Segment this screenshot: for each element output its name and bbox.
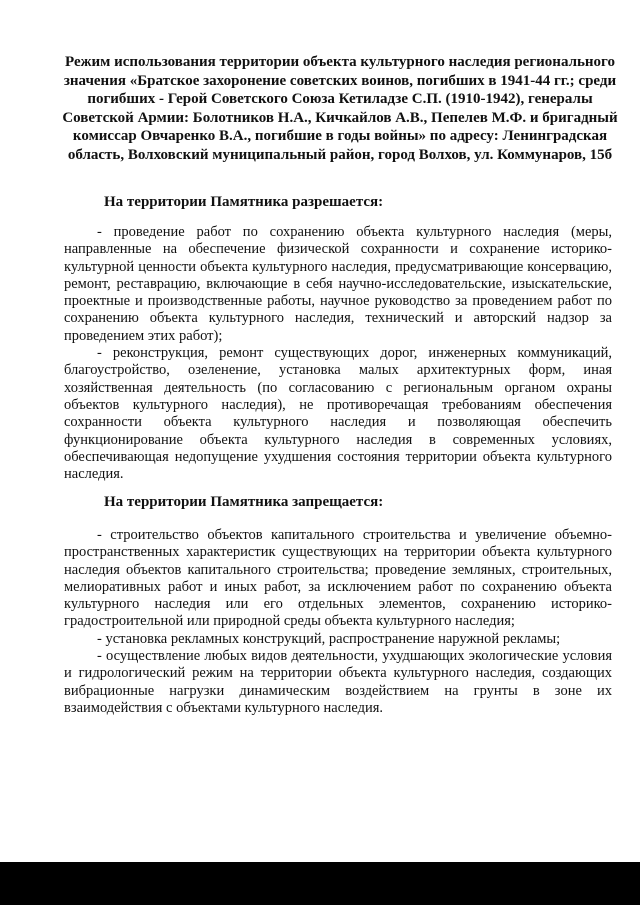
forbidden-paragraph: - строительство объектов капитального строительства и увеличение объемно-пространственных характеристик существующих на территории объекта культурного наследия объектов капитального строительства; проведение земляных, строительных, мелиоративных работ и иных работ, за исключением работ по сохранению объекта культурного наследия или его отдельных элементов, сохранению историко-градостроительной или природной среды объекта культурного наследия; [64,527,612,630]
scan-border [0,862,640,905]
allowed-paragraph: - проведение работ по сохранению объекта культурного наследия (меры, направленные на обеспечение физической сохранности и сохранение историко-культурной ценности объекта культурного наследия, предусматривающие консервацию, ремонт, реставрацию, включающие в себя научно-исследовательские, изыскательские, проектные и производственные работы, научное руководство за проведением работ по сохранению объекта культурного наследия, технический и авторский надзор за проведением этих работ); [64,224,612,344]
allowed-heading: На территории Памятника разрешается: [104,194,384,210]
allowed-section [64,224,612,483]
forbidden-heading: На территории Памятника запрещается: [104,494,384,510]
allowed-paragraph: - реконструкция, ремонт существующих дорог, инженерных коммуникаций, благоустройство, озеленение, установка малых архитектурных форм, иная хозяйственная деятельность (по согласованию с региональным органом охраны объектов культурного наследия), не противоречащая требованиям обеспечения сохранности объекта культурного наследия и позволяющая обеспечить функционирование объекта культурного наследия в современных условиях, обеспечивающая недопущение ухудшения состояния территории объекта культурного наследия. [64,345,612,483]
forbidden-section [64,527,612,717]
forbidden-paragraph: - установка рекламных конструкций, распространение наружной рекламы; [97,630,561,647]
forbidden-paragraph: - осуществление любых видов деятельности, ухудшающих экологические условия и гидрологический режим на территории объекта культурного наследия, создающих вибрационные нагрузки динамическим воздействием на грунты в зоне их взаимодействия с объектами культурного наследия. [64,648,612,716]
document-title: Режим использования территории объекта культурного наследия регионального значения «Братское захоронение советских воинов, погибших в 1941-44 гг.; среди погибших - Герой Советского Союза Кетиладзе С.П. (1910-1942), генералы Советской Армии: Болотников Н.А., Кичкайлов А.В., Пепелев М.Ф. и бригадный комиссар Овчаренко В.А., погибшие в годы войны» по адресу: Ленинградская область, Волховский муниципальный район, город Волхов, ул. Коммунаров, 15б [62,54,618,163]
